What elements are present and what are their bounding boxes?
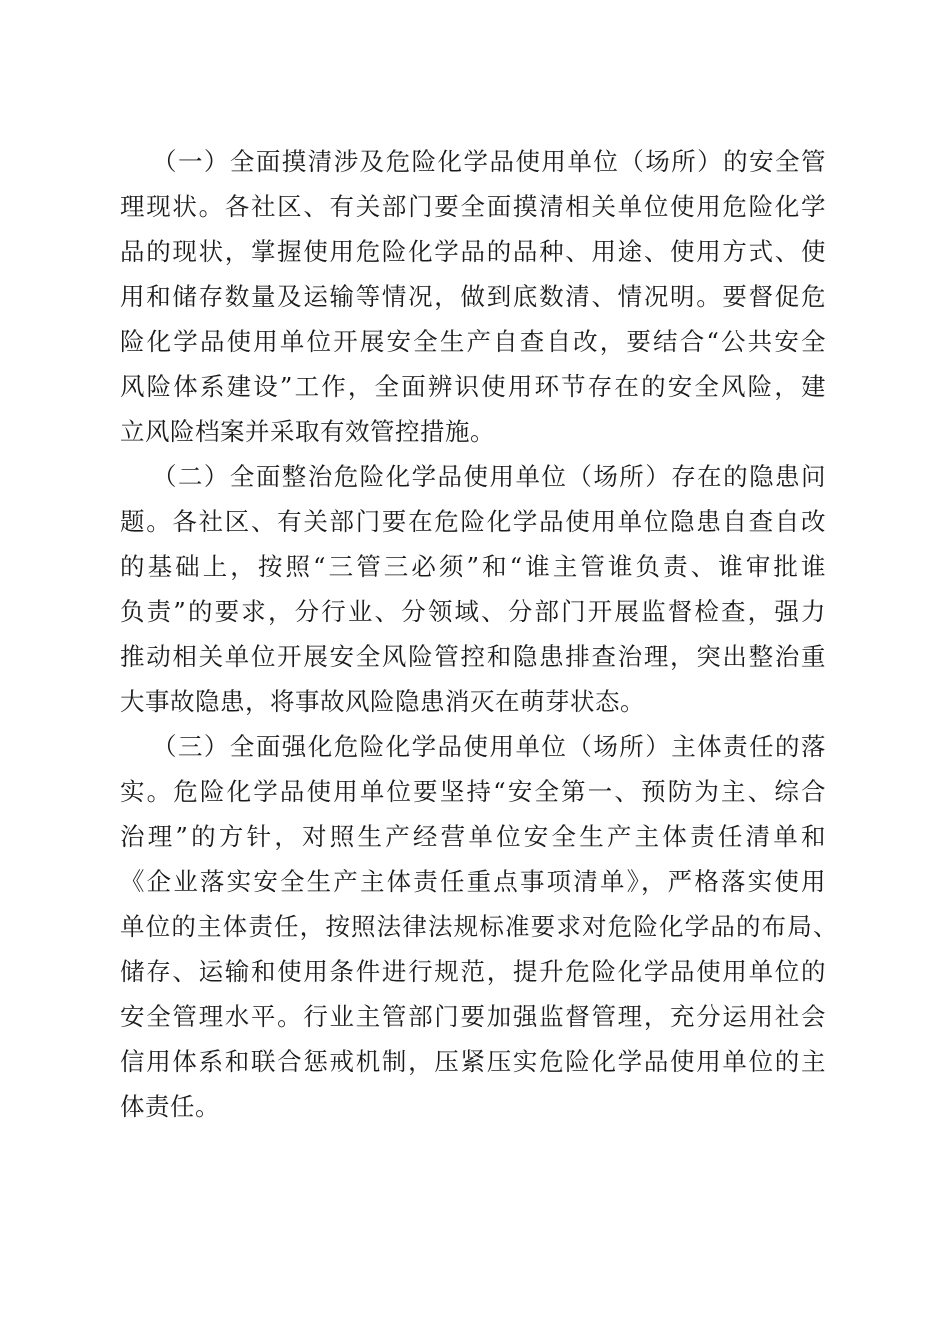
paragraph-2-line-6: 大事故隐患，将事故风险隐患消灭在萌芽状态。: [120, 687, 645, 716]
paragraph-1-line-6: 风险体系建设”工作，全面辨识使用环节存在的安全风险，建: [120, 372, 826, 401]
paragraph-1-line-1: （一）全面摸清涉及危险化学品使用单位（场所）的安全管: [152, 147, 826, 176]
paragraph-1-line-2: 理现状。各社区、有关部门要全面摸清相关单位使用危险化学: [120, 192, 826, 221]
paragraph-1-line-3: 品的现状，掌握使用危险化学品的品种、用途、使用方式、使: [120, 237, 826, 266]
paragraph-3-line-6: 储存、运输和使用条件进行规范，提升危险化学品使用单位的: [120, 957, 826, 986]
paragraph-3-line-8: 信用体系和联合惩戒机制，压紧压实危险化学品使用单位的主: [120, 1047, 826, 1076]
paragraph-2-line-3: 的基础上，按照“三管三必须”和“谁主管谁负责、谁审批谁: [120, 552, 826, 581]
paragraph-2-line-1: （二）全面整治危险化学品使用单位（场所）存在的隐患问: [152, 462, 826, 491]
paragraph-2-line-5: 推动相关单位开展安全风险管控和隐患排查治理，突出整治重: [120, 642, 826, 671]
paragraph-1-line-7: 立风险档案并采取有效管控措施。: [120, 417, 495, 446]
paragraph-3-line-3: 治理”的方针，对照生产经营单位安全生产主体责任清单和: [120, 822, 826, 851]
paragraph-3-line-9: 体责任。: [120, 1092, 220, 1121]
paragraph-1-line-5: 险化学品使用单位开展安全生产自查自改，要结合“公共安全: [120, 327, 826, 356]
paragraph-3-line-7: 安全管理水平。行业主管部门要加强监督管理，充分运用社会: [120, 1002, 826, 1031]
paragraph-2-line-2: 题。各社区、有关部门要在危险化学品使用单位隐患自查自改: [120, 507, 826, 536]
paragraph-1-line-4: 用和储存数量及运输等情况，做到底数清、情况明。要督促危: [120, 282, 826, 311]
paragraph-2-line-4: 负责”的要求，分行业、分领域、分部门开展监督检查，强力: [120, 597, 826, 626]
paragraph-3-line-2: 实。危险化学品使用单位要坚持“安全第一、预防为主、综合: [120, 777, 826, 806]
paragraph-3-line-5: 单位的主体责任，按照法律法规标准要求对危险化学品的布局、: [120, 912, 838, 941]
paragraph-3-line-1: （三）全面强化危险化学品使用单位（场所）主体责任的落: [152, 732, 826, 761]
paragraph-3-line-4: 《企业落实安全生产主体责任重点事项清单》，严格落实使用: [120, 867, 826, 896]
